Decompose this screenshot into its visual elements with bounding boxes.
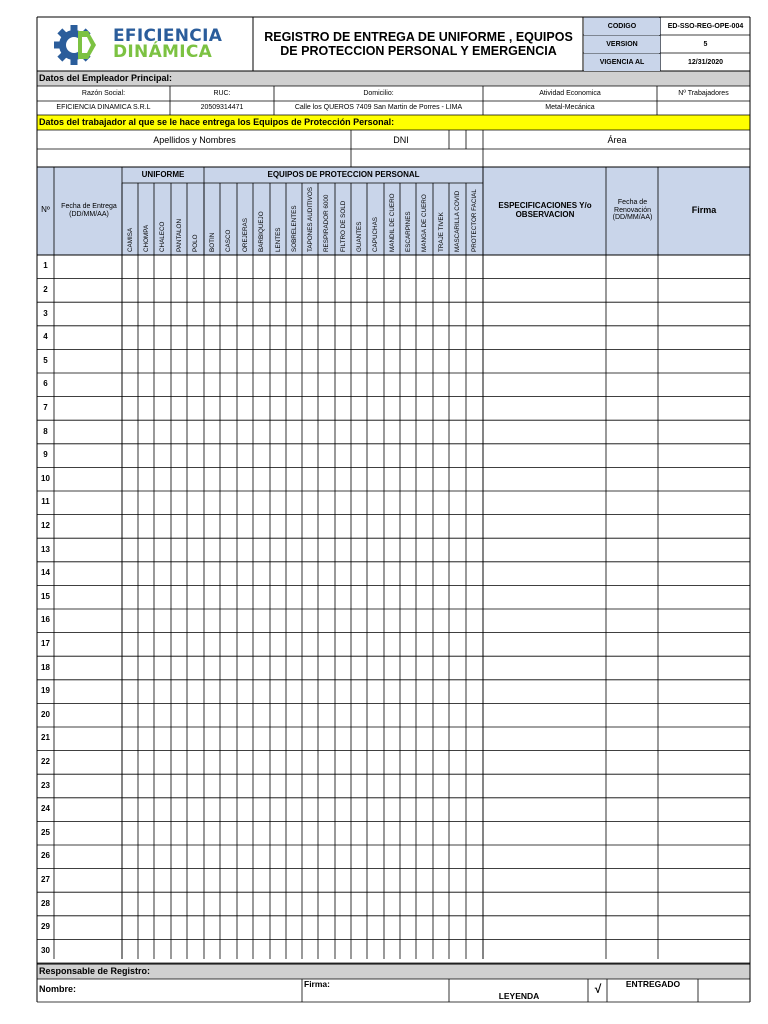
- row-number: 7: [43, 402, 48, 412]
- row-number: 30: [41, 945, 50, 955]
- row-number: 18: [41, 662, 50, 672]
- row-number: 22: [41, 756, 50, 766]
- item-header-mascarilla-covid: MASCARILLA COVID: [453, 190, 461, 252]
- row-number: 26: [41, 851, 50, 861]
- row-number: 29: [41, 922, 50, 932]
- item-header-guantes: GUANTES: [355, 221, 363, 252]
- item-header-chaleco: CHALECO: [158, 221, 166, 252]
- item-header-respirador-6000: RESPIRADOR 6000: [322, 194, 330, 252]
- worker-section-title: Datos del trabajador al que se le hace entrega los Equipos de Protección Personal:: [39, 116, 395, 127]
- row-number: 12: [41, 520, 50, 530]
- meta-label-version: VERSION: [584, 36, 660, 53]
- responsible-signature-field[interactable]: [304, 990, 448, 1000]
- check-mark-icon: √: [594, 981, 602, 996]
- row-number: 19: [41, 686, 50, 696]
- row-number: 24: [41, 804, 50, 814]
- col-header-uniforme: UNIFORME: [141, 169, 185, 179]
- signature-label: Firma:: [304, 978, 330, 989]
- row-number: 11: [41, 497, 50, 507]
- row-number: 1: [43, 261, 48, 271]
- responsible-name-field[interactable]: [80, 981, 300, 998]
- item-header-botin: BOTIN: [208, 232, 216, 252]
- employer-value-2: 20509314471: [200, 104, 244, 112]
- item-header-escarpines: ESCARPINES: [404, 211, 412, 252]
- meta-value-codigo: ED-SSO-REG-OPE-004: [667, 22, 744, 30]
- meta-label-vigencia-al: VIGENCIA AL: [584, 54, 660, 71]
- row-number: 21: [41, 733, 50, 743]
- col-header-signature: Firma: [691, 204, 717, 215]
- worker-name-label: Apellidos y Nombres: [153, 134, 236, 145]
- row-number: 9: [43, 450, 48, 460]
- worker-area-field[interactable]: [484, 150, 750, 166]
- delivered-legend: ENTREGADO: [625, 978, 681, 989]
- col-header-epp: EQUIPOS DE PROTECCION PERSONAL: [267, 169, 420, 179]
- item-header-capuchas: CAPUCHAS: [371, 217, 379, 252]
- item-header-tapones-auditivos: TAPONES AUDITIVOS: [306, 187, 314, 252]
- row-number: 5: [43, 355, 48, 365]
- row-number: 6: [43, 379, 48, 389]
- row-number: 14: [41, 568, 50, 578]
- employer-label-3: Domicilio:: [363, 90, 394, 98]
- item-header-barbiquejo: BARBIQUEJO: [257, 211, 265, 252]
- col-header-delivery-date: Fecha de Entrega (DD/MM/AA): [61, 202, 117, 218]
- col-header-renewal-date: Fecha de Renovación (DD/MM/AA): [612, 198, 653, 222]
- row-number: 10: [41, 473, 50, 483]
- document-title-text: REGISTRO DE ENTREGA DE UNIFORME , EQUIPOS DE PROTECCION PERSONAL Y EMERGENCIA: [264, 29, 573, 58]
- meta-label-codigo: CODIGO: [584, 18, 660, 35]
- logo-text-top: EFICIENCIA: [113, 26, 223, 46]
- row-number: 27: [41, 874, 50, 884]
- item-header-mandil-de-cuero: MANDIL DE CUERO: [388, 193, 396, 252]
- row-number: 25: [41, 827, 50, 837]
- item-header-casco: CASCO: [224, 229, 232, 252]
- document-title: [254, 18, 583, 71]
- worker-dni-field[interactable]: [352, 150, 483, 166]
- col-header-number: Nº: [41, 205, 50, 215]
- row-number: 20: [41, 709, 50, 719]
- employer-label-5: Nº Trabajadores: [678, 90, 729, 98]
- employer-label-1: Razón Social:: [81, 90, 126, 98]
- item-header-manga-de-cuero: MANGA DE CUERO: [420, 194, 428, 252]
- employer-label-4: Atividad Economica: [539, 90, 601, 98]
- employer-section-title: Datos del Empleador Principal:: [39, 72, 173, 83]
- row-number: 13: [41, 544, 50, 554]
- item-header-polo: POLO: [191, 234, 199, 252]
- employer-value-1: EFICIENCIA DINAMICA S.R.L: [56, 104, 151, 112]
- employer-value-5: [657, 101, 750, 115]
- row-number: 16: [41, 615, 50, 625]
- item-header-protector-facial: PROTECTOR FACIAL: [470, 189, 478, 252]
- logo-text-bottom: DINÁMICA: [113, 42, 213, 62]
- meta-value-vigencia-al: 12/31/2020: [687, 58, 724, 66]
- employer-value-3: Calle los QUEROS 7409 San Martin de Porres - LIMA: [294, 104, 463, 112]
- item-header-orejeras: OREJERAS: [241, 218, 249, 252]
- row-number: 3: [43, 308, 48, 318]
- worker-dni-label: DNI: [393, 134, 409, 145]
- row-number: 2: [43, 284, 48, 294]
- row-number: 8: [43, 426, 48, 436]
- worker-name-field[interactable]: [38, 150, 351, 166]
- employer-value-4: Metal-Mecánica: [545, 104, 595, 112]
- item-header-camisa: CAMISA: [126, 227, 134, 252]
- item-header-chompa: CHOMPA: [142, 224, 150, 252]
- row-number: 17: [41, 638, 50, 648]
- row-number: 28: [41, 898, 50, 908]
- employer-label-2: RUC:: [213, 90, 231, 98]
- row-number: 15: [41, 591, 50, 601]
- gear-logo-icon: [50, 22, 110, 68]
- item-header-sobrelentes: SOBRELENTES: [290, 205, 298, 252]
- item-header-traje-tivek: TRAJE TIVEK: [437, 212, 445, 252]
- item-header-pantalon: PANTALON: [175, 218, 183, 252]
- responsible-label: Responsable de Registro:: [39, 966, 151, 977]
- name-label: Nombre:: [39, 983, 77, 994]
- row-number: 4: [43, 332, 48, 342]
- col-header-specifications: ESPECIFICACIONES Y/o OBSERVACION: [498, 200, 592, 219]
- worker-area-label: Área: [607, 134, 627, 145]
- item-header-filtro-de-sold: FILTRO DE SOLD: [339, 200, 347, 252]
- row-number: 23: [41, 780, 50, 790]
- meta-value-version: 5: [703, 40, 708, 48]
- legend-label: LEYENDA: [498, 991, 540, 1002]
- item-header-lentes: LENTES: [274, 227, 282, 252]
